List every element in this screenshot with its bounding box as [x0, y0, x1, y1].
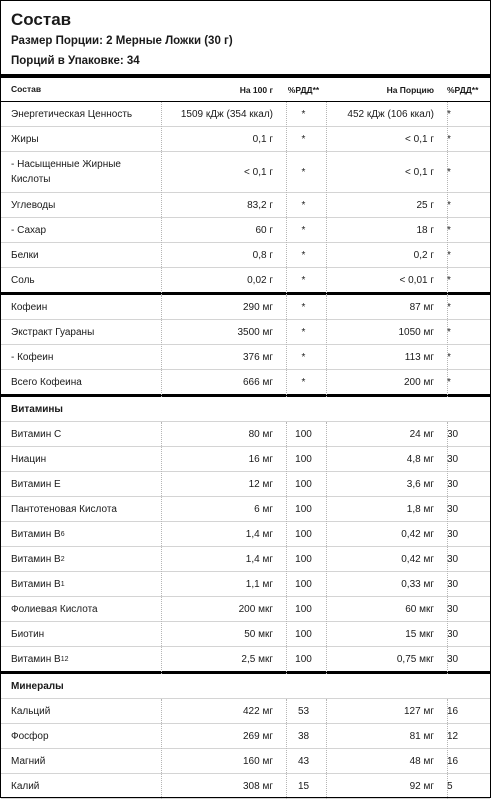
cell-rdd2: *	[447, 301, 451, 313]
table-row	[1, 447, 490, 472]
cell-name: Магний	[11, 755, 46, 767]
cell-rdd1: *	[301, 199, 306, 211]
cell-name-subscript: 12	[60, 655, 69, 663]
cell-portion: 24 мг	[409, 428, 434, 440]
column-divider	[447, 295, 448, 397]
column-divider	[286, 422, 287, 674]
table-row	[1, 345, 490, 370]
cell-portion: 0,2 г	[413, 249, 434, 261]
header-name: Состав	[11, 84, 42, 94]
cell-per100: 422 мг	[243, 705, 273, 717]
cell-name: Жиры	[11, 133, 39, 145]
cell-per100: 160 мг	[243, 755, 273, 767]
cell-rdd1: 100	[295, 478, 312, 490]
servings-per-pack: Порций в Упаковке: 34	[11, 55, 140, 67]
table-row	[1, 699, 490, 724]
cell-rdd2: 30	[447, 453, 459, 465]
cell-name: Белки	[11, 249, 39, 261]
table-row	[1, 218, 490, 243]
cell-per100: 0,1 г	[252, 133, 273, 145]
cell-portion: 3,6 мг	[406, 478, 434, 490]
cell-rdd2: 30	[447, 428, 459, 440]
cell-per100: 80 мг	[248, 428, 273, 440]
cell-name: Кальций	[11, 705, 51, 717]
cell-rdd2: *	[447, 133, 451, 145]
cell-rdd1: *	[301, 351, 306, 363]
serving-size: Размер Порции: 2 Мерные Ложки (30 г)	[11, 35, 233, 47]
cell-portion: 1,8 мг	[406, 503, 434, 515]
cell-rdd1: 43	[297, 755, 310, 767]
cell-name-subscript: 1	[60, 580, 65, 588]
cell-name-text: Витамин B	[11, 528, 61, 540]
column-divider	[447, 699, 448, 799]
section-title: Витамины	[11, 403, 63, 415]
cell-name: Экстракт Гуараны	[11, 326, 95, 338]
cell-per100: 1509 кДж (354 ккал)	[180, 108, 273, 120]
cell-rdd2: 30	[447, 653, 459, 665]
header-rdd2: %РДД**	[447, 84, 479, 95]
table-row	[1, 295, 490, 320]
cell-name-text: Витамин B	[11, 578, 61, 590]
cell-rdd2: 30	[447, 503, 459, 515]
table-row	[1, 320, 490, 345]
table-row	[1, 522, 490, 547]
cell-rdd2: *	[447, 351, 451, 363]
cell-name: Энергетическая Ценность	[11, 108, 133, 120]
cell-portion: 92 мг	[409, 780, 434, 792]
cell-per100: 0,8 г	[252, 249, 273, 261]
cell-name	[11, 647, 161, 671]
cell-portion: 452 кДж (106 ккал)	[347, 108, 434, 120]
cell-portion: 87 мг	[409, 301, 434, 313]
cell-portion: < 0,01 г	[399, 274, 434, 286]
cell-rdd1: 15	[297, 780, 310, 792]
table-row	[1, 749, 490, 774]
section-title-row	[1, 397, 490, 422]
cell-per100: 1,4 мг	[245, 553, 273, 565]
cell-rdd2: *	[447, 108, 451, 120]
cell-portion: 1050 мг	[398, 326, 434, 338]
table-row	[1, 497, 490, 522]
cell-name: Фосфор	[11, 730, 49, 742]
column-divider	[161, 102, 162, 295]
cell-name-subscript: 2	[60, 555, 65, 563]
cell-portion: 0,42 мг	[401, 528, 434, 540]
cell-name: Кофеин	[11, 301, 48, 313]
cell-portion: < 0,1 г	[405, 166, 434, 178]
cell-rdd2: 5	[447, 780, 453, 792]
table-header	[1, 74, 490, 102]
cell-per100: 16 мг	[248, 453, 273, 465]
cell-name: - Кофеин	[11, 351, 54, 363]
cell-rdd2: 16	[447, 755, 459, 767]
table-row	[1, 774, 490, 799]
table-row	[1, 243, 490, 268]
cell-rdd1: *	[301, 301, 306, 313]
cell-name	[11, 547, 161, 571]
cell-name: Калий	[11, 780, 40, 792]
cell-rdd2: 30	[447, 578, 459, 590]
minerals-group	[1, 674, 490, 799]
cell-rdd2: 30	[447, 628, 459, 640]
cell-rdd2: *	[447, 166, 451, 178]
cell-per100: 1,1 мг	[245, 578, 273, 590]
column-divider	[286, 699, 287, 799]
cell-name: Соль	[11, 274, 35, 286]
table-row	[1, 597, 490, 622]
header-per100: На 100 г	[239, 84, 273, 95]
table-row	[1, 193, 490, 218]
table-row	[1, 152, 490, 193]
cell-per100: 0,02 г	[247, 274, 273, 286]
header-portion: На Порцию	[386, 84, 434, 95]
cell-rdd1: *	[301, 326, 306, 338]
column-divider	[326, 422, 327, 674]
table-row	[1, 472, 490, 497]
cell-per100: 269 мг	[243, 730, 273, 742]
cell-portion: 200 мг	[404, 376, 434, 388]
column-divider	[326, 295, 327, 397]
cell-rdd2: 30	[447, 528, 459, 540]
cell-per100: 1,4 мг	[245, 528, 273, 540]
cell-rdd1: 100	[295, 628, 312, 640]
cell-portion: 18 г	[416, 224, 434, 236]
column-divider	[326, 102, 327, 295]
table-row	[1, 102, 490, 127]
cell-rdd2: *	[447, 376, 451, 388]
cell-name: - Сахар	[11, 224, 47, 236]
cell-portion: 113 мг	[404, 351, 434, 363]
header-rdd1: %РДД**	[287, 84, 320, 95]
cell-portion: 15 мкг	[405, 628, 434, 640]
cell-rdd2: *	[447, 274, 451, 286]
cell-rdd1: 38	[297, 730, 310, 742]
cell-rdd1: 100	[295, 503, 312, 515]
cell-name: Витамин C	[11, 428, 62, 440]
cell-portion: 25 г	[416, 199, 434, 211]
cell-name	[11, 522, 161, 546]
cell-rdd2: *	[447, 249, 451, 261]
panel-title: Состав	[11, 10, 72, 29]
cell-rdd2: 30	[447, 553, 459, 565]
cell-name: Углеводы	[11, 199, 56, 211]
table-row	[1, 422, 490, 447]
column-divider	[447, 102, 448, 295]
table-row	[1, 572, 490, 597]
table-row	[1, 268, 490, 295]
cell-rdd1: *	[301, 133, 306, 145]
cell-portion: 0,42 мг	[401, 553, 434, 565]
cell-per100: 83,2 г	[247, 199, 273, 211]
cell-name	[11, 572, 161, 596]
cell-portion: < 0,1 г	[405, 133, 434, 145]
cell-per100: 50 мкг	[244, 628, 273, 640]
cell-rdd1: 100	[295, 553, 312, 565]
cell-rdd2: *	[447, 326, 451, 338]
cell-rdd1: *	[301, 108, 306, 120]
cell-name-subscript: 6	[60, 530, 65, 538]
cell-rdd1: 53	[297, 705, 310, 717]
cell-rdd2: 30	[447, 603, 459, 615]
column-divider	[161, 422, 162, 674]
cell-per100: 376 мг	[243, 351, 273, 363]
column-divider	[286, 295, 287, 397]
cell-rdd1: 100	[295, 603, 312, 615]
cell-rdd2: 12	[447, 730, 459, 742]
cell-rdd1: 100	[295, 453, 312, 465]
column-divider	[161, 699, 162, 799]
cell-rdd2: 30	[447, 478, 459, 490]
table-row	[1, 724, 490, 749]
cell-rdd1: 100	[295, 578, 312, 590]
cell-per100: 60 г	[255, 224, 273, 236]
table-row	[1, 547, 490, 572]
cell-per100: 308 мг	[243, 780, 273, 792]
cell-name-text: Витамин B	[11, 653, 61, 665]
cell-per100: 3500 мг	[237, 326, 273, 338]
cell-name-text: Витамин B	[11, 553, 61, 565]
cell-rdd1: 100	[295, 428, 312, 440]
column-divider	[161, 295, 162, 397]
section-title-row	[1, 674, 490, 699]
column-divider	[447, 422, 448, 674]
cell-per100: 12 мг	[248, 478, 273, 490]
table-row	[1, 370, 490, 397]
cell-name: Биотин	[11, 628, 45, 640]
caffeine-group	[1, 295, 490, 397]
cell-rdd1: *	[301, 274, 306, 286]
cell-name: Пантотеновая Кислота	[11, 503, 117, 515]
cell-portion: 0,75 мкг	[396, 653, 434, 665]
cell-rdd1: 100	[295, 653, 312, 665]
table-row	[1, 127, 490, 152]
cell-portion: 0,33 мг	[401, 578, 434, 590]
table-row	[1, 622, 490, 647]
column-divider	[326, 699, 327, 799]
cell-per100: 666 мг	[243, 376, 273, 388]
cell-portion: 127 мг	[404, 705, 434, 717]
cell-rdd2: *	[447, 199, 451, 211]
cell-name: - Насыщенные Жирные Кислоты	[11, 159, 121, 185]
vitamins-group	[1, 397, 490, 674]
nutrition-group	[1, 102, 490, 295]
cell-name: Фолиевая Кислота	[11, 603, 98, 615]
cell-portion: 81 мг	[409, 730, 434, 742]
column-divider	[286, 102, 287, 295]
cell-per100: 2,5 мкг	[241, 653, 273, 665]
table-row	[1, 647, 490, 674]
cell-per100: 200 мкг	[238, 603, 273, 615]
cell-name: Витамин E	[11, 478, 61, 490]
cell-per100: 290 мг	[243, 301, 273, 313]
cell-portion: 4,8 мг	[406, 453, 434, 465]
cell-rdd1: *	[301, 249, 306, 261]
cell-portion: 60 мкг	[405, 603, 434, 615]
cell-per100: 6 мг	[254, 503, 273, 515]
cell-name: Ниацин	[11, 453, 47, 465]
cell-rdd2: *	[447, 224, 451, 236]
cell-portion: 48 мг	[409, 755, 434, 767]
cell-rdd1: *	[301, 224, 306, 236]
cell-rdd2: 16	[447, 705, 459, 717]
cell-rdd1: *	[301, 376, 306, 388]
cell-rdd1: *	[301, 166, 306, 178]
cell-per100: < 0,1 г	[244, 166, 273, 178]
cell-name: Всего Кофеина	[11, 376, 82, 388]
cell-rdd1: 100	[295, 528, 312, 540]
section-title: Минералы	[11, 680, 64, 692]
